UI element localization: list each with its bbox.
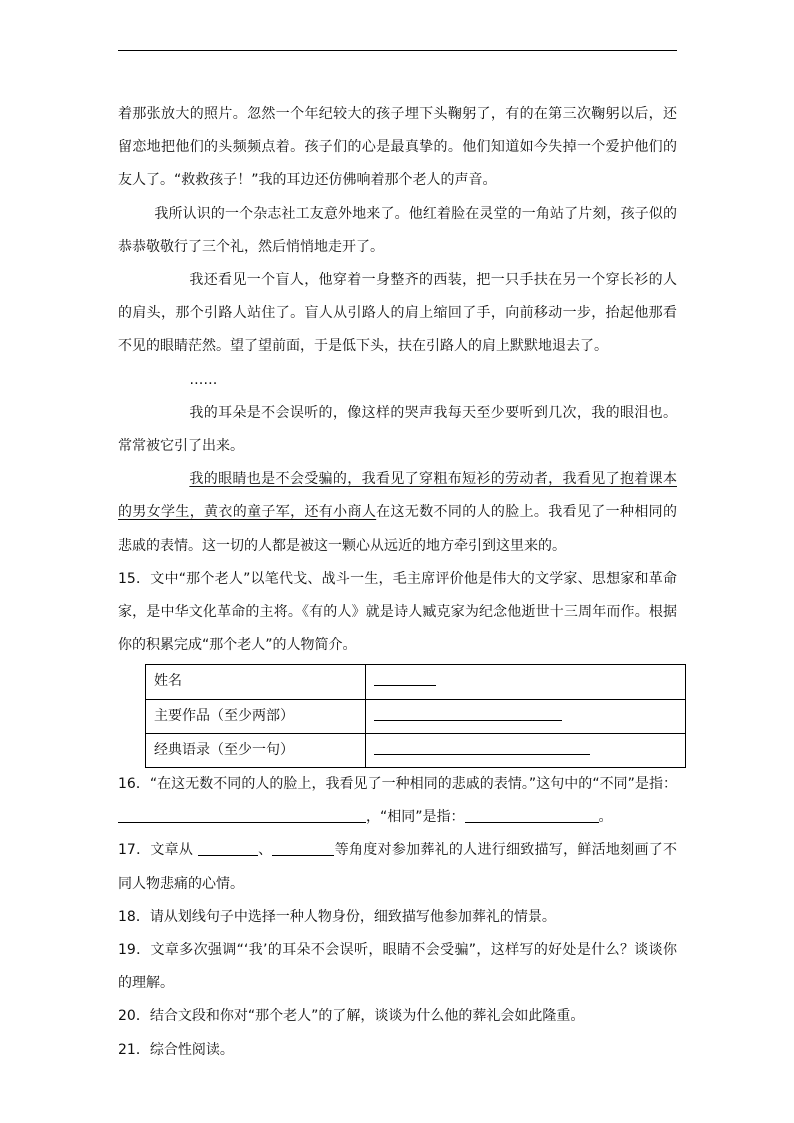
question-16 bbox=[118, 768, 677, 834]
answer-blank-angle-2[interactable] bbox=[272, 839, 334, 856]
question-16-text-a: 16．“在这无数不同的人的脸上，我看见了一种相同的悲戚的表情。”这句中的“不同”是指： bbox=[118, 776, 677, 793]
passage-paragraph-5: 我的耳朵是不会误听的，像这样的哭声我每天至少要听到几次，我的眼泪也。常常被它引了出来。 bbox=[118, 404, 677, 455]
profile-table bbox=[145, 664, 686, 768]
answer-blank-angle-1[interactable] bbox=[198, 839, 258, 856]
table-answer-quotes[interactable] bbox=[366, 733, 686, 767]
passage-paragraph-1: 着那张放大的照片。忽然一个年纪较大的孩子埋下头鞠躬了，有的在第三次鞠躬以后，还留恋地把他们的头频频点着。孩子们的心是最真挚的。他们知道如今失掉一个爱护他们的友人了。“救救孩子！”我的耳边还仿佛响着那个老人的声音。 bbox=[118, 106, 677, 189]
table-answer-name[interactable] bbox=[366, 665, 686, 699]
question-17-text-a: 17．文章从 bbox=[118, 842, 198, 859]
passage-ellipsis: …… bbox=[189, 371, 218, 388]
question-17-separator: 、 bbox=[257, 842, 273, 859]
underlined-sentence: 我的眼睛也是不会受骗的，我看见了穿粗布短衫的劳动者，我看见了抱着课本的男女学生，黄衣的童子军，还有小商人 bbox=[118, 471, 677, 521]
passage-paragraph-6-rest: 在这无数不同的人的脸上。我看见了一种相同的悲戚的表情。这一切的人都是被这一颗心从远近的地方牵引到这里来的。 bbox=[118, 504, 678, 554]
document-body bbox=[118, 98, 677, 1067]
passage-paragraph-3: 我还看见一个盲人，他穿着一身整齐的西装，把一只手扶在另一个穿长衫的人的肩头，那个引路人站住了。盲人从引路人的肩上缩回了手，向前移动一步，抬起他那看不见的眼睛茫然。望了望前面，于是低下头，扶在引路人的肩上默默地退去了。 bbox=[118, 272, 677, 355]
passage-paragraph-6 bbox=[118, 463, 677, 563]
question-16-text-b: ，“相同”是指： bbox=[366, 809, 465, 826]
table-row bbox=[146, 733, 686, 767]
question-17 bbox=[118, 834, 677, 900]
question-15: 15．文中“那个老人”以笔代戈、战斗一生，毛主席评价他是伟大的文学家、思想家和革命家，是中华文化革命的主将。《有的人》就是诗人臧克家为纪念他逝世十三周年而作。根据你的积累完成“那个老人”的人物简介。 bbox=[118, 570, 677, 654]
table-row bbox=[146, 665, 686, 699]
question-16-text-c: 。 bbox=[598, 809, 613, 826]
table-label-works: 主要作品（至少两部） bbox=[146, 699, 366, 733]
table-row bbox=[146, 699, 686, 733]
question-18: 18．请从划线句子中选择一种人物身份，细致描写他参加葬礼的情景。 bbox=[118, 908, 556, 925]
question-21: 21．综合性阅读。 bbox=[118, 1041, 234, 1058]
answer-blank-different[interactable] bbox=[118, 806, 366, 823]
table-label-name: 姓名 bbox=[146, 665, 366, 699]
question-19: 19．文章多次强调“‘我’的耳朵不会误听，眼睛不会受骗”，这样写的好处是什么？谈谈你的理解。 bbox=[118, 942, 677, 992]
table-answer-works[interactable] bbox=[366, 699, 686, 733]
header-rule bbox=[118, 50, 677, 51]
answer-blank-same[interactable] bbox=[465, 806, 599, 823]
question-17-text-b: 等角度对参加葬礼的人进行细致描写，鲜活地刻画了不同人物悲痛的心情。 bbox=[118, 842, 678, 892]
question-20: 20．结合文段和你对“那个老人”的了解，谈谈为什么他的葬礼会如此隆重。 bbox=[118, 1008, 585, 1025]
passage-paragraph-2: 我所认识的一个杂志社工友意外地来了。他红着脸在灵堂的一角站了片刻，孩子似的恭恭敬敬行了三个礼，然后悄悄地走开了。 bbox=[118, 205, 677, 255]
table-label-quotes: 经典语录（至少一句） bbox=[146, 733, 366, 767]
